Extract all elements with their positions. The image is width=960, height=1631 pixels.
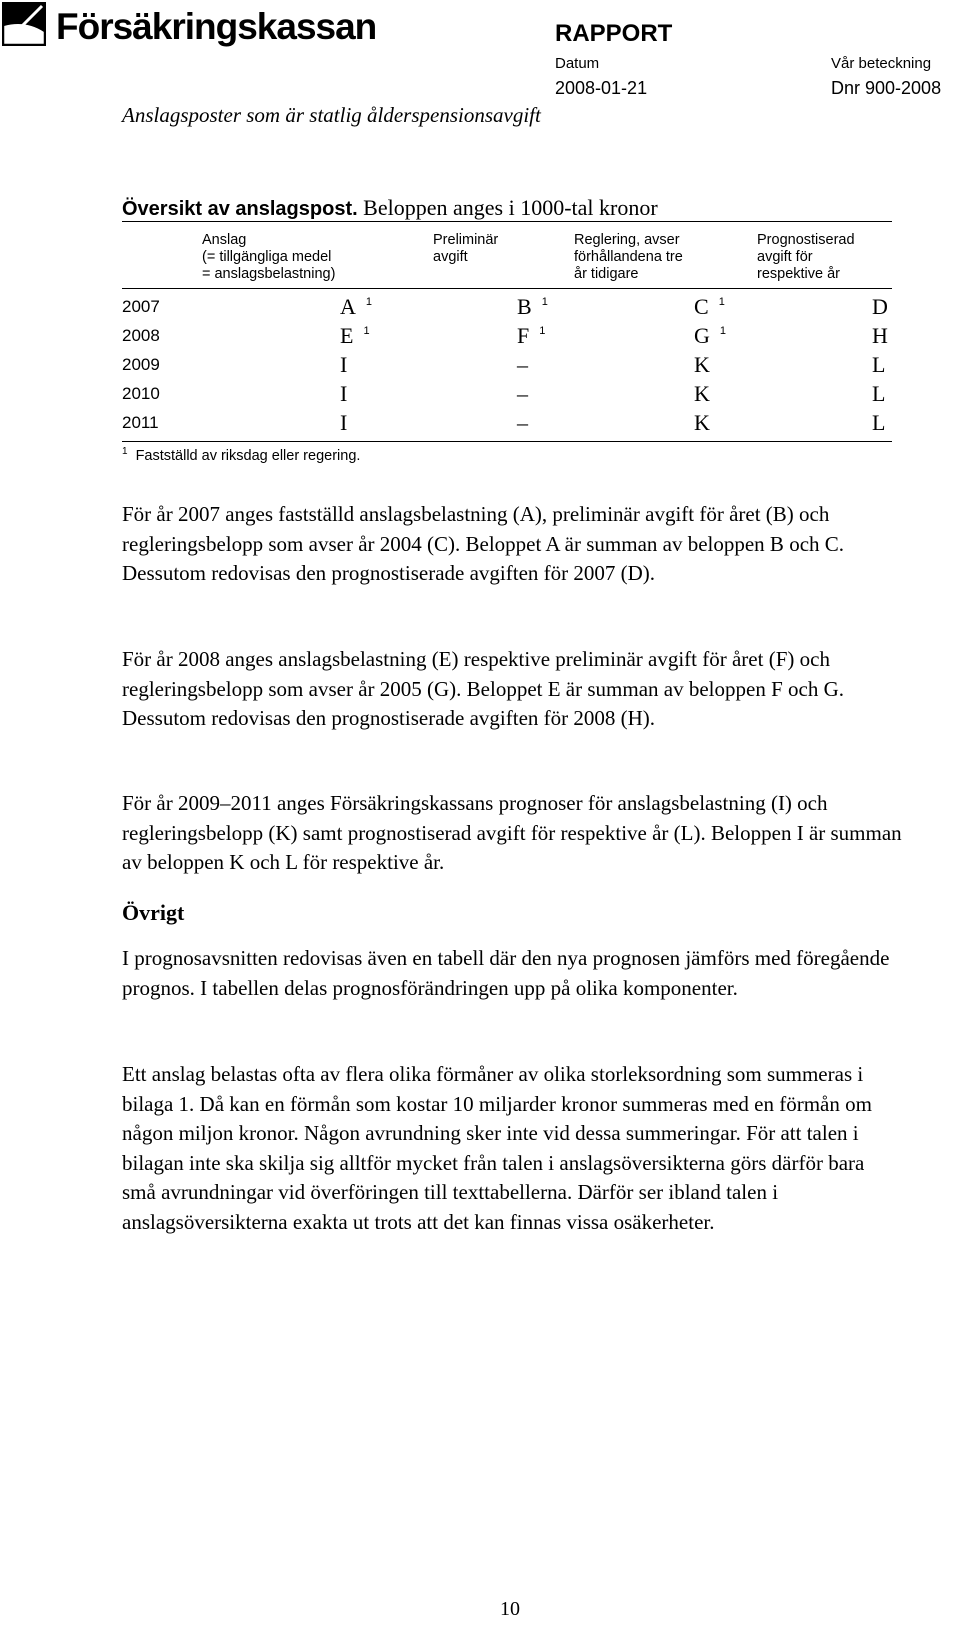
- row-year: 2007: [122, 297, 160, 316]
- table-cell: –: [517, 410, 528, 435]
- footnote-ref: 1: [719, 325, 727, 337]
- logo: [0, 0, 377, 54]
- paragraph: För år 2007 anges fastställd anslagsbelastning (A), preliminär avgift för året (B) och regleringsbelopp som avser år 2004 (C). Beloppet A är summan av beloppen B och C. Dessutom redovisas den prognostiserade avgiften för 2007 (D).: [122, 502, 845, 585]
- table-cell: –: [517, 381, 528, 406]
- table-cell: I: [340, 352, 348, 377]
- table-footnote: [122, 446, 360, 464]
- reference-label: Vår beteckning: [831, 55, 932, 72]
- table-cell: D: [872, 294, 888, 319]
- column-header-adjustment: Reglering, avser förhållandena tre år tidigare: [574, 232, 683, 282]
- table-cell: L: [872, 410, 886, 435]
- footnote-ref: 1: [539, 325, 546, 337]
- table-cell: I: [340, 410, 348, 435]
- footnote-mark: 1: [122, 446, 128, 457]
- table-row: [122, 381, 892, 410]
- table-row: [122, 410, 892, 439]
- table-cell: A $^1$: [340, 294, 373, 319]
- table-cell: K: [694, 352, 710, 377]
- reference-value: Dnr 900-2008: [831, 78, 942, 98]
- table-title-rest: Beloppen anges i 1000-tal kronor: [357, 195, 658, 220]
- table-cell: H: [872, 323, 888, 348]
- column-header-forecast: Prognostiserad avgift för respektive år: [757, 232, 855, 282]
- row-year: 2011: [122, 413, 159, 432]
- table-cell: K: [694, 410, 710, 435]
- logo-mark-icon: [2, 2, 46, 46]
- table-rule-bottom: [122, 441, 892, 442]
- other-heading: Övrigt: [122, 900, 185, 925]
- logo-text: Försäkringskassan: [56, 6, 377, 47]
- table-rule-header: [122, 288, 892, 289]
- row-year: 2010: [122, 384, 160, 403]
- column-header-preliminary: Preliminär avgift: [433, 232, 499, 265]
- table-rule-top: [122, 221, 892, 222]
- table-cell: L: [872, 352, 886, 377]
- table-cell: B $^1$: [517, 294, 548, 319]
- footnote-text: Fastställd av riksdag eller regering.: [135, 447, 361, 464]
- table-title: [122, 195, 658, 221]
- table-cell: L: [872, 381, 886, 406]
- footnote-ref: 1: [718, 296, 725, 308]
- table-cell: –: [517, 352, 528, 377]
- table-title-bold: Översikt av anslagspost.: [122, 198, 358, 220]
- table-row: [122, 323, 892, 352]
- table-cell: C $^1$: [694, 294, 725, 319]
- footnote-ref: 1: [365, 296, 373, 308]
- table-cell: I: [340, 381, 348, 406]
- paragraph: I prognosavsnitten redovisas även en tabell där den nya prognosen jämförs med föregående prognos. I tabellen delas prognosförändringen upp på olika komponenter.: [122, 946, 890, 1000]
- table-cell: F $^1$: [517, 323, 546, 348]
- table-row: [122, 294, 892, 323]
- table-cell: E $^1$: [340, 323, 370, 348]
- row-year: 2008: [122, 326, 160, 345]
- paragraph: För år 2008 anges anslagsbelastning (E) respektive preliminär avgift för året (F) och regleringsbelopp som avser år 2005 (G). Beloppet E är summan av beloppen F och G. Dessutom redovisas den prognostiserade avgiften för 2008 (H).: [122, 647, 844, 730]
- report-title: RAPPORT: [555, 20, 673, 47]
- page-number: 10: [500, 1598, 520, 1620]
- footnote-ref: 1: [363, 325, 370, 337]
- date-label: Datum: [555, 55, 600, 72]
- paragraph: För år 2009–2011 anges Försäkringskassans prognoser för anslagsbelastning (I) och regleringsbelopp (K) samt prognostiserad avgift för respektive år (L). Beloppen I är summan av beloppen K och L för respektive år.: [122, 791, 902, 874]
- footnote-ref: 1: [541, 296, 548, 308]
- table-cell: G $^1$: [694, 323, 727, 348]
- paragraph: Ett anslag belastas ofta av flera olika förmåner av olika storleksordning som summeras i bilaga 1. Då kan en förmån som kostar 10 miljarder kronor summeras med en förmån om någon miljon kronor. Någon avrundning sker inte vid dessa summeringar. För att talen i bilagan inte ska skilja sig alltför mycket från talen i anslagsöversikterna görs därför bara små avrundningar vid överföringen till texttabellerna. Därför ser ibland talen i anslagsöversikterna exakta ut trots att det kan finnas vissa osäkerheter.: [122, 1062, 872, 1234]
- table-row: [122, 352, 892, 381]
- column-header-allocation: Anslag (= tillgängliga medel = anslagsbelastning): [202, 232, 336, 282]
- row-year: 2009: [122, 355, 160, 374]
- date-value: 2008-01-21: [555, 78, 648, 98]
- table-cell: K: [694, 381, 710, 406]
- section-heading: Anslagsposter som är statlig ålderspensionsavgift: [122, 103, 541, 127]
